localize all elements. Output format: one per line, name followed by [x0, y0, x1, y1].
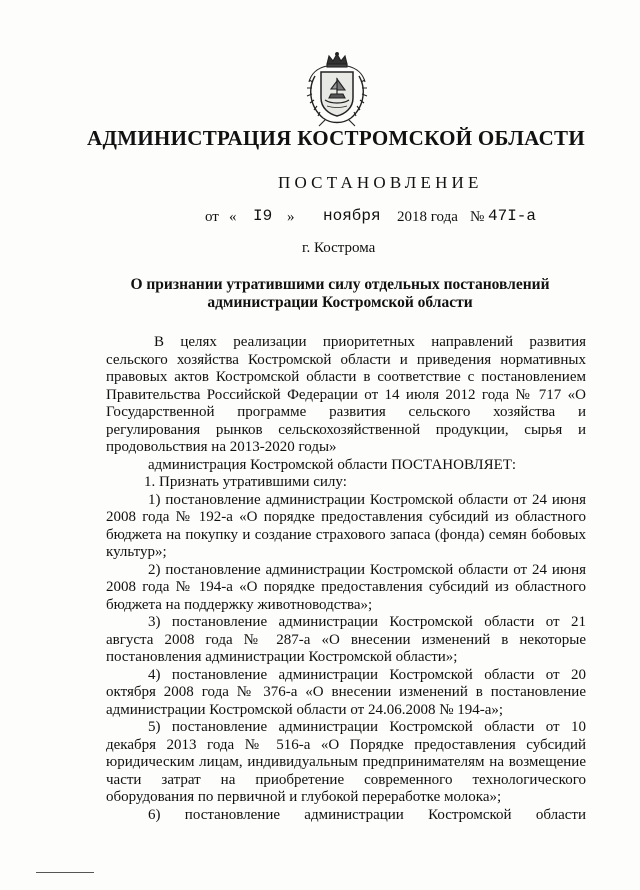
- document-number: 47I-а: [488, 207, 537, 225]
- date-number-line: [0, 207, 640, 229]
- number-prefix: №: [470, 209, 485, 225]
- document-type: ПОСТАНОВЛЕНИЕ: [278, 173, 483, 192]
- item-1: 1. Признать утратившими силу:: [144, 474, 347, 490]
- date-year: 2018 года: [397, 209, 458, 225]
- date-month: ноября: [323, 207, 381, 225]
- date-prefix: от: [205, 209, 219, 225]
- heading-line-1: О признании утратившими силу отдельных постановлений: [130, 276, 550, 293]
- footer-divider: [36, 872, 94, 873]
- document-heading: [130, 276, 550, 312]
- subitem-6: 6) постановление администрации Костромской области: [148, 806, 586, 823]
- coat-of-arms-icon: [303, 52, 371, 128]
- subitem-5: 5) постановление администрации Костромской области от 10 декабря 2013 года № 516-а «О Порядке предоставления субсидий юридическим лицам, индивидуальным предпринимателям на возмещение части затрат на приобретение современного технологического оборудования по первичной и глубокой переработке молока»;: [106, 719, 586, 805]
- heading-line-2: администрации Костромской области: [207, 294, 473, 311]
- subitem-1: 1) постановление администрации Костромской области от 24 июня 2008 года № 192-а «О порядке предоставления субсидий из областного бюджета на покупку и создание страхового запаса (фонда) семян бобовых культур»;: [106, 491, 586, 560]
- intro-paragraph: В целях реализации приоритетных направлений развития сельского хозяйства Костромской области и приведения нормативных правовых актов Костромской области в соответствие с постановлением Правительства Российской Федерации от 14 июля 2012 года № 717 «О Государственной программе развития сельского хозяйства и регулирования рынков сельскохозяйственной продукции, сырья и продовольствия на 2013-2020 годы»: [106, 334, 586, 455]
- resolves-paragraph: администрация Костромской области ПОСТАНОВЛЯЕТ:: [148, 456, 517, 473]
- subitem-4: 4) постановление администрации Костромской области от 20 октября 2008 года № 376-а «О внесении изменений в постановление администрации Костромской области от 24.06.2008 № 194-а»;: [106, 666, 586, 718]
- document-body: [106, 334, 586, 824]
- date-quote-close: »: [287, 209, 295, 225]
- subitem-3: 3) постановление администрации Костромской области от 21 августа 2008 года № 287-а «О внесении изменений в некоторые постановления администрации Костромской области»;: [106, 614, 586, 665]
- date-quote-open: «: [229, 209, 237, 225]
- date-day: I9: [253, 207, 273, 225]
- city: г. Кострома: [302, 240, 376, 256]
- org-title: АДМИНИСТРАЦИЯ КОСТРОМСКОЙ ОБЛАСТИ: [87, 126, 585, 150]
- subitem-2: 2) постановление администрации Костромской области от 24 июня 2008 года № 194-а «О порядке предоставления субсидий из областного бюджета на поддержку животноводства»;: [106, 561, 586, 613]
